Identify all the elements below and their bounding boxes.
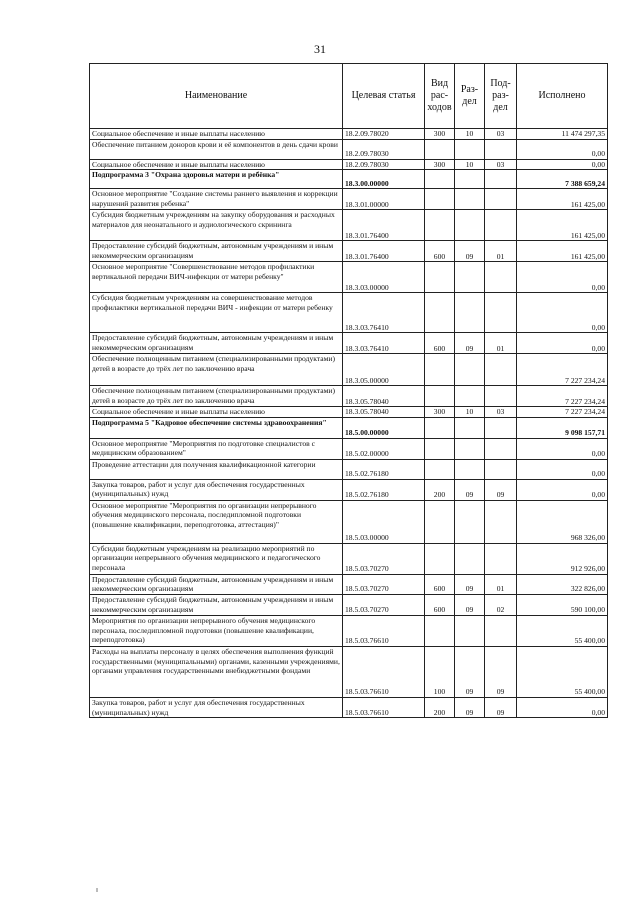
table-row bbox=[90, 594, 608, 615]
table-row bbox=[90, 543, 608, 574]
cell-name: Расходы на выплаты персоналу в целях обеспечения выполнения функций государственными (муниципальными) органами, казенными учреждениями, органами управления государственными внебюджетными фондами bbox=[90, 646, 343, 697]
table-row bbox=[90, 262, 608, 293]
cell-name: Социальное обеспечение и иные выплаты населению bbox=[90, 407, 343, 418]
cell-target: 18.5.03.70270 bbox=[343, 594, 425, 615]
cell-target: 18.5.02.00000 bbox=[343, 438, 425, 459]
cell-name: Обеспечение полноценным питанием (специализированными продуктами) детей в возрасте до трёх лет по заключению врача bbox=[90, 354, 343, 386]
cell-subsection bbox=[485, 139, 517, 159]
cell-expense-type bbox=[425, 438, 455, 459]
cell-target: 18.3.03.76410 bbox=[343, 293, 425, 333]
cell-section bbox=[455, 262, 485, 293]
cell-expense-type: 200 bbox=[425, 479, 455, 500]
header-subsection: Под-раз-дел bbox=[485, 64, 517, 129]
cell-target: 18.3.01.76400 bbox=[343, 241, 425, 262]
cell-name: Подпрограмма 3 "Охрана здоровья матери и ребёнка" bbox=[90, 170, 343, 189]
cell-subsection bbox=[485, 459, 517, 479]
table-row bbox=[90, 646, 608, 697]
cell-section bbox=[455, 170, 485, 189]
cell-name: Предоставление субсидий бюджетным, автономным учреждениям и иным некоммерческим организациям bbox=[90, 333, 343, 354]
cell-section bbox=[455, 417, 485, 438]
table-row bbox=[90, 407, 608, 418]
cell-target: 18.5.02.76180 bbox=[343, 459, 425, 479]
cell-name: Предоставление субсидий бюджетным, автономным учреждениям и иным некоммерческим организациям bbox=[90, 594, 343, 615]
cell-subsection bbox=[485, 170, 517, 189]
cell-name: Социальное обеспечение и иные выплаты населению bbox=[90, 129, 343, 140]
cell-subsection: 02 bbox=[485, 594, 517, 615]
cell-executed: 0,00 bbox=[517, 459, 608, 479]
table-row bbox=[90, 210, 608, 241]
cell-executed: 968 326,00 bbox=[517, 500, 608, 543]
cell-name: Субсидия бюджетным учреждениям на закупку оборудования и расходных материалов для неонатального и аудиологического скрининга bbox=[90, 210, 343, 241]
table-row bbox=[90, 293, 608, 333]
cell-section: 09 bbox=[455, 646, 485, 697]
cell-subsection: 01 bbox=[485, 333, 517, 354]
table-row bbox=[90, 500, 608, 543]
cell-executed: 322 826,00 bbox=[517, 574, 608, 594]
table-row bbox=[90, 241, 608, 262]
table-row bbox=[90, 574, 608, 594]
cell-executed: 9 098 157,71 bbox=[517, 417, 608, 438]
cell-name: Закупка товаров, работ и услуг для обеспечения государственных (муниципальных) нужд bbox=[90, 479, 343, 500]
cell-section: 09 bbox=[455, 241, 485, 262]
cell-target: 18.5.00.00000 bbox=[343, 417, 425, 438]
table-row bbox=[90, 459, 608, 479]
cell-expense-type bbox=[425, 543, 455, 574]
cell-section bbox=[455, 615, 485, 646]
cell-target: 18.3.05.78040 bbox=[343, 407, 425, 418]
cell-subsection: 09 bbox=[485, 479, 517, 500]
cell-executed: 0,00 bbox=[517, 333, 608, 354]
cell-target: 18.3.00.00000 bbox=[343, 170, 425, 189]
cell-expense-type: 600 bbox=[425, 333, 455, 354]
cell-name: Основное мероприятие "Создание системы раннего выявления и коррекции нарушений развития ребенка" bbox=[90, 189, 343, 210]
cell-subsection bbox=[485, 293, 517, 333]
header-section: Раз-дел bbox=[455, 64, 485, 129]
table-row bbox=[90, 438, 608, 459]
cell-subsection: 03 bbox=[485, 159, 517, 170]
cell-subsection: 09 bbox=[485, 646, 517, 697]
cell-name: Социальное обеспечение и иные выплаты населению bbox=[90, 159, 343, 170]
cell-subsection: 03 bbox=[485, 407, 517, 418]
cell-expense-type bbox=[425, 386, 455, 407]
cell-name: Закупка товаров, работ и услуг для обеспечения государственных (муниципальных) нужд bbox=[90, 697, 343, 717]
page-number: 31 bbox=[314, 42, 326, 56]
cell-name: Подпрограмма 5 "Кадровое обеспечение системы здравоохранения" bbox=[90, 417, 343, 438]
table-row bbox=[90, 417, 608, 438]
cell-subsection bbox=[485, 417, 517, 438]
cell-name: Обеспечение полноценным питанием (специализированными продуктами) детей в возрасте до трёх лет по заключению врача bbox=[90, 386, 343, 407]
table-row bbox=[90, 139, 608, 159]
cell-section: 10 bbox=[455, 159, 485, 170]
cell-name: Обеспечение питанием доноров крови и её компонентов в день сдачи крови bbox=[90, 139, 343, 159]
cell-subsection bbox=[485, 543, 517, 574]
cell-section bbox=[455, 386, 485, 407]
cell-executed: 0,00 bbox=[517, 262, 608, 293]
cell-expense-type: 200 bbox=[425, 697, 455, 717]
cell-target: 18.2.09.78020 bbox=[343, 129, 425, 140]
table-row bbox=[90, 333, 608, 354]
cell-executed: 0,00 bbox=[517, 479, 608, 500]
cell-subsection bbox=[485, 438, 517, 459]
cell-target: 18.5.02.76180 bbox=[343, 479, 425, 500]
table-row bbox=[90, 189, 608, 210]
cell-executed: 590 100,00 bbox=[517, 594, 608, 615]
cell-target: 18.5.03.76610 bbox=[343, 646, 425, 697]
cell-executed: 0,00 bbox=[517, 438, 608, 459]
cell-section: 09 bbox=[455, 333, 485, 354]
cell-name: Проведение аттестации для получения квалификационной категории bbox=[90, 459, 343, 479]
cell-section bbox=[455, 500, 485, 543]
budget-execution-table bbox=[89, 63, 608, 718]
table-row bbox=[90, 697, 608, 717]
cell-expense-type: 600 bbox=[425, 594, 455, 615]
cell-name: Основное мероприятие "Мероприятия по организации непрерывного обучения медицинского персонала, последипломной подготовки (повышение квалификации, переподготовка, аттестация)" bbox=[90, 500, 343, 543]
cell-subsection: 03 bbox=[485, 129, 517, 140]
table-row bbox=[90, 159, 608, 170]
cell-executed: 0,00 bbox=[517, 159, 608, 170]
cell-target: 18.3.03.76410 bbox=[343, 333, 425, 354]
cell-target: 18.3.01.00000 bbox=[343, 189, 425, 210]
cell-expense-type: 300 bbox=[425, 129, 455, 140]
cell-target: 18.3.01.76400 bbox=[343, 210, 425, 241]
cell-expense-type bbox=[425, 354, 455, 386]
cell-subsection: 09 bbox=[485, 697, 517, 717]
cell-executed: 11 474 297,35 bbox=[517, 129, 608, 140]
cell-name: Основное мероприятие "Совершенствование методов профилактики вертикальной передачи ВИЧ-инфекции от матери ребенку" bbox=[90, 262, 343, 293]
cell-executed: 7 227 234,24 bbox=[517, 407, 608, 418]
cell-executed: 55 400,00 bbox=[517, 615, 608, 646]
cell-executed: 161 425,00 bbox=[517, 189, 608, 210]
cell-expense-type bbox=[425, 262, 455, 293]
cell-section bbox=[455, 459, 485, 479]
table-row bbox=[90, 129, 608, 140]
cell-executed: 912 926,00 bbox=[517, 543, 608, 574]
header-target: Целевая статья bbox=[343, 64, 425, 129]
cell-subsection bbox=[485, 386, 517, 407]
cell-name: Предоставление субсидий бюджетным, автономным учреждениям и иным некоммерческим организациям bbox=[90, 241, 343, 262]
cell-expense-type bbox=[425, 615, 455, 646]
cell-executed: 161 425,00 bbox=[517, 210, 608, 241]
table-row bbox=[90, 479, 608, 500]
cell-expense-type: 600 bbox=[425, 241, 455, 262]
cell-subsection: 01 bbox=[485, 241, 517, 262]
cell-subsection bbox=[485, 354, 517, 386]
cell-name: Основное мероприятие "Мероприятия по подготовке специалистов с медицинским образованием" bbox=[90, 438, 343, 459]
cell-expense-type bbox=[425, 293, 455, 333]
cell-section bbox=[455, 438, 485, 459]
cell-expense-type: 600 bbox=[425, 574, 455, 594]
cell-section bbox=[455, 293, 485, 333]
cell-expense-type bbox=[425, 210, 455, 241]
cell-subsection bbox=[485, 189, 517, 210]
cell-target: 18.5.03.76610 bbox=[343, 615, 425, 646]
cell-subsection bbox=[485, 615, 517, 646]
cell-expense-type bbox=[425, 500, 455, 543]
cell-target: 18.2.09.78030 bbox=[343, 159, 425, 170]
cell-section: 09 bbox=[455, 574, 485, 594]
cell-executed: 0,00 bbox=[517, 697, 608, 717]
header-executed: Исполнено bbox=[517, 64, 608, 129]
table-body bbox=[90, 129, 608, 718]
cell-target: 18.5.03.70270 bbox=[343, 543, 425, 574]
cell-name: Предоставление субсидий бюджетным, автономным учреждениям и иным некоммерческим организациям bbox=[90, 574, 343, 594]
cell-expense-type bbox=[425, 459, 455, 479]
cell-executed: 55 400,00 bbox=[517, 646, 608, 697]
cell-expense-type: 300 bbox=[425, 159, 455, 170]
cell-expense-type bbox=[425, 417, 455, 438]
cell-executed: 0,00 bbox=[517, 139, 608, 159]
header-name: Наименование bbox=[90, 64, 343, 129]
cell-expense-type: 300 bbox=[425, 407, 455, 418]
cell-expense-type bbox=[425, 170, 455, 189]
cell-target: 18.3.03.00000 bbox=[343, 262, 425, 293]
scan-mark bbox=[96, 888, 98, 892]
table-row bbox=[90, 354, 608, 386]
cell-section: 10 bbox=[455, 407, 485, 418]
cell-name: Мероприятия по организации непрерывного обучения медицинского персонала, последипломной подготовки (повышение квалификации, переподготовка) bbox=[90, 615, 343, 646]
cell-subsection bbox=[485, 500, 517, 543]
cell-section bbox=[455, 543, 485, 574]
cell-expense-type bbox=[425, 189, 455, 210]
table-row bbox=[90, 615, 608, 646]
cell-section bbox=[455, 189, 485, 210]
cell-executed: 7 388 659,24 bbox=[517, 170, 608, 189]
table-row bbox=[90, 386, 608, 407]
header-expense-type: Вид рас-ходов bbox=[425, 64, 455, 129]
cell-name: Субсидия бюджетным учреждениям на совершенствование методов профилактики вертикальной передачи ВИЧ - инфекции от матери ребенку bbox=[90, 293, 343, 333]
cell-target: 18.3.05.78040 bbox=[343, 386, 425, 407]
cell-section: 09 bbox=[455, 479, 485, 500]
cell-expense-type: 100 bbox=[425, 646, 455, 697]
cell-executed: 0,00 bbox=[517, 293, 608, 333]
cell-expense-type bbox=[425, 139, 455, 159]
table-header-row bbox=[90, 64, 608, 129]
cell-target: 18.5.03.00000 bbox=[343, 500, 425, 543]
cell-subsection bbox=[485, 262, 517, 293]
cell-section bbox=[455, 139, 485, 159]
cell-target: 18.5.03.70270 bbox=[343, 574, 425, 594]
cell-section: 10 bbox=[455, 129, 485, 140]
cell-executed: 7 227 234,24 bbox=[517, 354, 608, 386]
cell-target: 18.5.03.76610 bbox=[343, 697, 425, 717]
cell-subsection bbox=[485, 210, 517, 241]
cell-executed: 161 425,00 bbox=[517, 241, 608, 262]
cell-executed: 7 227 234,24 bbox=[517, 386, 608, 407]
cell-section bbox=[455, 354, 485, 386]
cell-target: 18.2.09.78030 bbox=[343, 139, 425, 159]
cell-section bbox=[455, 210, 485, 241]
cell-target: 18.3.05.00000 bbox=[343, 354, 425, 386]
cell-name: Субсидии бюджетным учреждениям на реализацию мероприятий по организации непрерывного обучения медицинского и педагогического персонала bbox=[90, 543, 343, 574]
cell-subsection: 01 bbox=[485, 574, 517, 594]
cell-section: 09 bbox=[455, 697, 485, 717]
cell-section: 09 bbox=[455, 594, 485, 615]
table-row bbox=[90, 170, 608, 189]
